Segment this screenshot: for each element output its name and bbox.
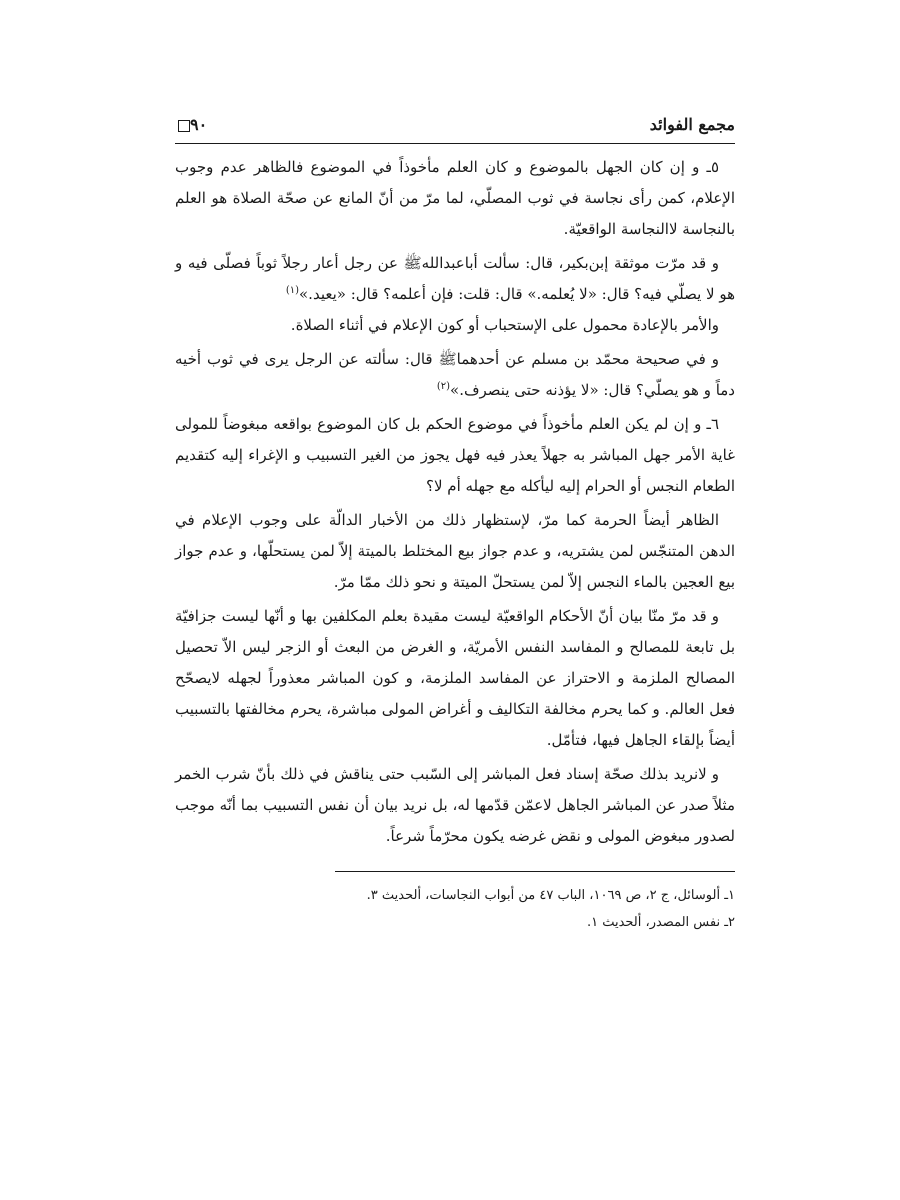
paragraph-tasbib: و لانريد بذلك صحّة إسناد فعل المباشر إلى السّبب حتى يناقش في ذلك بأنّ شرب الخمر مثلاً صدر عن المباشر الجاهل لاعمّن قدّمها له، بل نريد بيان أن نفس التسبيب بما أنّه موجب لصدور مبغوض المولى و نقض غرضه يكون محرّماً شرعاً. bbox=[175, 765, 735, 845]
paragraph-hurma: الظاهر أيضاً الحرمة كما مرّ، لإستظهار ذلك من الأخبار الدالّة على وجوب الإعلام في الدهن المتنجّس لمن يشتريه، و عدم جواز بيع المختلط بالميتة إلاّ لمن يستحلّها، و عدم جواز بيع العجين بالماء النجس إلاّ لمن يستحلّ الميتة و نحو ذلك ممّا مرّ. bbox=[175, 511, 735, 591]
paragraph-5: ٥ـ و إن كان الجهل بالموضوع و كان العلم مأخوذاً في الموضوع فالظاهر عدم وجوب الإعلام، كمن رأى نجاسة في ثوب المصلّي، لما مرّ من أنّ المانع عن صحّة الصلاة هو العلم بالنجاسة لاالنجاسة الواقعيّة. bbox=[175, 158, 735, 238]
paragraph-sahiha bbox=[175, 344, 735, 406]
page-number-text: ٩٠ bbox=[190, 115, 208, 134]
footnotes bbox=[175, 882, 735, 936]
paragraph-muwathaqa-text: و قد مرّت موثقة إبن‌بكير، قال: سألت أباعبدالله‌ﷺ عن رجل أعار رجلاً ثوباً فصلّى فيه و هو لا يصلّي فيه؟ قال: «لا يُعلمه.» قال: قلت: فإن أعلمه؟ قال: «يعيد.» bbox=[175, 254, 735, 303]
page-number bbox=[175, 115, 207, 134]
paragraph-muwathaqa bbox=[175, 248, 735, 310]
paragraph-sahiha-text: و في صحيحة محمّد بن مسلم عن أحدهما‌ﷺ قال: سألته عن الرجل يرى في ثوب أخيه دماً و هو يصلّي؟ قال: «لا يؤذنه حتى ينصرف.» bbox=[175, 350, 735, 399]
main-text bbox=[175, 152, 735, 852]
paragraph-ahkam: و قد مرّ منّا بيان أنّ الأحكام الواقعيّة ليست مقيدة بعلم المكلفين بها و أنّها ليست جزافيّة بل تابعة للمصالح و المفاسد النفس الأمريّة، و الغرض من البعث أو الزجر ليس الاّ تحصيل المصالح الملزمة و الاحتراز عن المفاسد الملزمة، و كون المباشر معذوراً لجهله لايصحّح فعل العالم. و كما يحرم مخالفة التكاليف و أغراض المولى مباشرة، يحرم مخالفتها بالتسبيب أيضاً بإلقاء الجاهل فيها، فتأمّل. bbox=[175, 607, 735, 749]
header-divider bbox=[175, 143, 735, 144]
footnote-ref-2[interactable]: (٢) bbox=[436, 381, 451, 392]
footnote-ref-1[interactable]: (١) bbox=[285, 285, 299, 296]
paragraph-6: ٦ـ و إن لم يكن العلم مأخوذاً في موضوع الحكم بل كان الموضوع بواقعه مبغوضاً للمولى غاية الأمر جهل المباشر به جهلاً يعذر فيه فهل يجوز من الغير التسبيب و الإغراء إليه كتقديم الطعام النجس أو الحرام إليه ليأكله مع جهله أم لا؟ bbox=[175, 415, 735, 495]
running-title: مجمع الفوائد bbox=[649, 115, 735, 134]
paragraph-iada: والأمر بالإعادة محمول على الإستحباب أو كون الإعلام في أثناء الصلاة. bbox=[290, 316, 719, 334]
page-header bbox=[175, 115, 735, 141]
square-ornament-icon bbox=[178, 120, 190, 132]
footnote-1: ١ـ ألوسائل، ج ٢، ص ١٠٦٩، الباب ٤٧ من أبواب النجاسات، ألحديث ٣. bbox=[366, 888, 735, 903]
footnote-divider bbox=[335, 871, 735, 872]
footnote-2: ٢ـ نفس المصدر، ألحديث ١. bbox=[586, 915, 735, 930]
